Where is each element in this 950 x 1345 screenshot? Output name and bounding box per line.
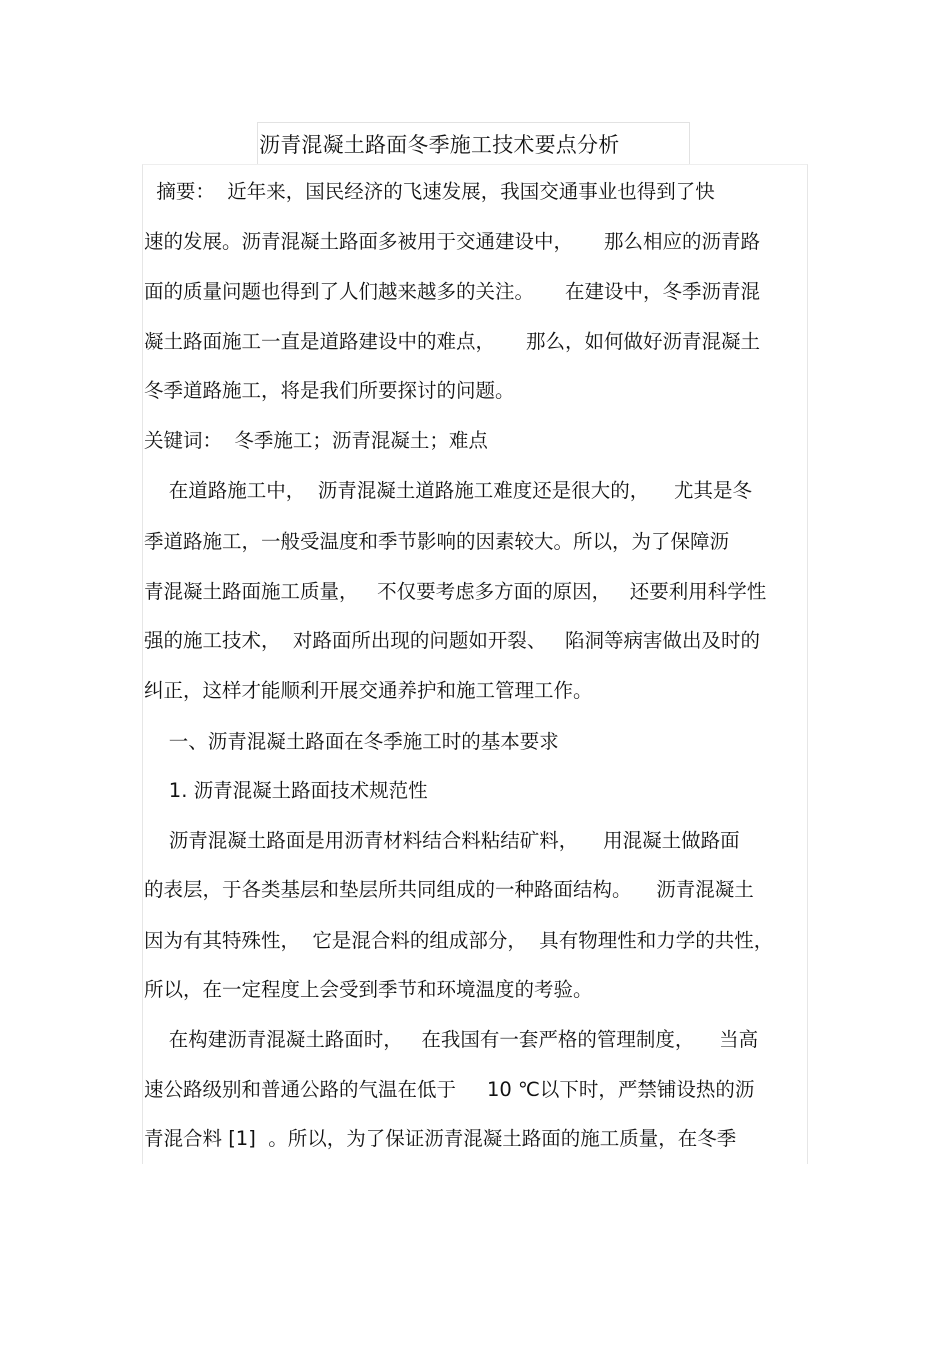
intro-line-1: 在道路施工中， 沥青混凝土道路施工难度还是很大的， 尤其是冬 bbox=[144, 479, 752, 502]
abstract-line-5: 冬季道路施工，将是我们所要探讨的问题。 bbox=[144, 379, 515, 402]
intro-line-5: 纠正，这样才能顺利开展交通养护和施工管理工作。 bbox=[144, 679, 593, 702]
body-frame bbox=[142, 164, 808, 1164]
abstract-line-1: 摘要： 近年来，国民经济的飞速发展，我国交通事业也得到了快 bbox=[144, 180, 715, 203]
para2-line-1: 沥青混凝土路面是用沥青材料结合料粘结矿料， 用混凝土做路面 bbox=[144, 829, 740, 852]
subsection-heading-1: 1. 沥青混凝土路面技术规范性 bbox=[144, 779, 428, 802]
intro-line-2: 季道路施工，一般受温度和季节影响的因素较大。所以，为了保障沥 bbox=[144, 530, 730, 553]
section-heading-1: 一、沥青混凝土路面在冬季施工时的基本要求 bbox=[144, 730, 559, 753]
para3-line-2: 速公路级别和普通公路的气温在低于 10 ℃以下时，严禁铺设热的沥 bbox=[144, 1078, 755, 1101]
para3-line-3: 青混合料 [1] 。所以，为了保证沥青混凝土路面的施工质量，在冬季 bbox=[144, 1127, 737, 1150]
para2-line-2: 的表层，于各类基层和垫层所共同组成的一种路面结构。 沥青混凝土 bbox=[144, 878, 754, 901]
abstract-line-3: 面的质量问题也得到了人们越来越多的关注。 在建设中，冬季沥青混 bbox=[144, 280, 760, 303]
abstract-line-2: 速的发展。沥青混凝土路面多被用于交通建设中， 那么相应的沥青路 bbox=[144, 230, 760, 253]
para2-line-4: 所以，在一定程度上会受到季节和环境温度的考验。 bbox=[144, 978, 593, 1001]
intro-line-3: 青混凝土路面施工质量， 不仅要考虑多方面的原因， 还要利用科学性 bbox=[144, 580, 767, 603]
document-title: 沥青混凝土路面冬季施工技术要点分析 bbox=[259, 133, 620, 157]
keywords-line: 关键词： 冬季施工；沥青混凝土；难点 bbox=[144, 429, 488, 452]
abstract-line-4: 凝土路面施工一直是道路建设中的难点， 那么，如何做好沥青混凝土 bbox=[144, 330, 760, 353]
para2-line-3: 因为有其特殊性， 它是混合料的组成部分， 具有物理性和力学的共性， bbox=[144, 929, 774, 952]
intro-line-4: 强的施工技术， 对路面所出现的问题如开裂、 陷洞等病害做出及时的 bbox=[144, 629, 760, 652]
para3-line-1: 在构建沥青混凝土路面时， 在我国有一套严格的管理制度， 当高 bbox=[144, 1028, 759, 1051]
